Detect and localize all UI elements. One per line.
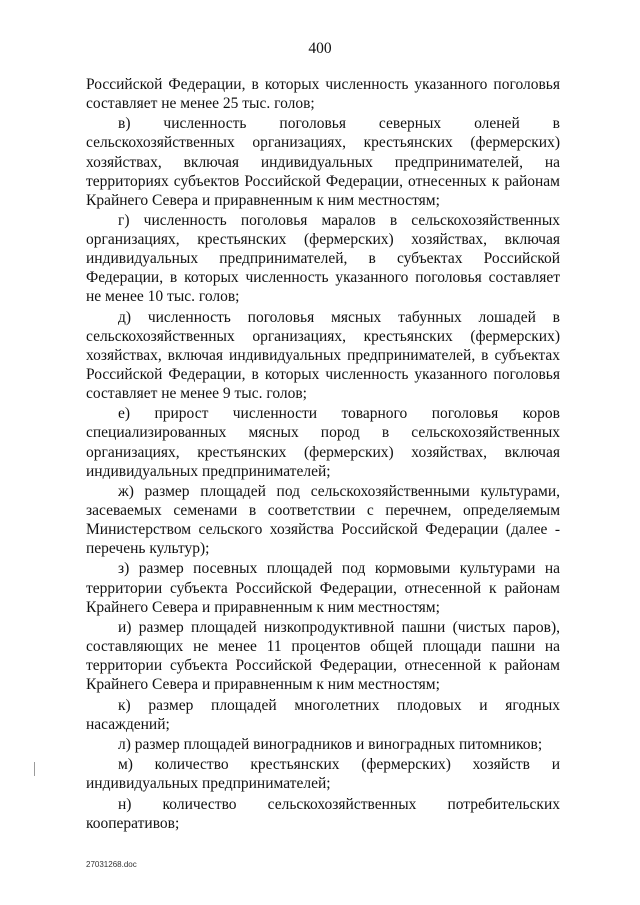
paragraph-item-k: к) размер площадей многолетних плодовых и ягодных насаждений;	[86, 696, 560, 733]
paragraph-item-m: м) количество крестьянских (фермерских) хозяйств и индивидуальных предпринимателей;	[86, 756, 560, 793]
paragraph-item-n: н) количество сельскохозяйственных потребительских кооперативов;	[86, 795, 560, 832]
footer-file-code: 27031268.doc	[86, 860, 137, 869]
paragraph-item-zh: ж) размер площадей под сельскохозяйственными культурами, засеваемых семенами в соответствии с перечнем, определяемым Министерством сельского хозяйства Российской Федерации (далее - перечень культур);	[86, 482, 560, 558]
paragraph-item-d: д) численность поголовья мясных табунных лошадей в сельскохозяйственных организациях, крестьянских (фермерских) хозяйствах, включая индивидуальных предпринимателей, в субъектах Российской Федерации, в которых численность указанного поголовья составляет не менее 9 тыс. голов;	[86, 308, 560, 403]
paragraph-item-l: л) размер площадей виноградников и виноградных питомников;	[118, 735, 543, 753]
page-number: 400	[308, 40, 332, 57]
paragraph-item-v: в) численность поголовья северных оленей в сельскохозяйственных организациях, крестьянских (фермерских) хозяйствах, включая индивидуальных предпринимателей, на территориях субъектов Российской Федерации, отнесенных к районам Крайнего Севера и приравненным к ним местностям;	[86, 115, 560, 209]
document-body	[86, 75, 560, 834]
margin-scan-mark	[34, 762, 35, 776]
paragraph-item-i: и) размер площадей низкопродуктивной пашни (чистых паров), составляющих не менее 11 процентов общей площади пашни на территории субъекта Российской Федерации, отнесенной к районам Крайнего Севера и приравненным к ним местностям;	[86, 618, 560, 694]
paragraph-item-g: г) численность поголовья маралов в сельскохозяйственных организациях, крестьянских (фермерских) хозяйствах, включая индивидуальных предпринимателей, в субъектах Российской Федерации, в которых численность указанного поголовья составляет не менее 10 тыс. голов;	[86, 212, 560, 306]
paragraph-item-z: з) размер посевных площадей под кормовыми культурами на территории субъекта Российской Федерации, отнесенной к районам Крайнего Севера и приравненным к ним местностям;	[86, 560, 560, 616]
paragraph-continuation: Российской Федерации, в которых численность указанного поголовья составляет не менее 25 тыс. голов;	[86, 76, 560, 113]
paragraph-item-e: е) прирост численности товарного поголовья коров специализированных мясных пород в сельскохозяйственных организациях, крестьянских (фермерских) хозяйствах, включая индивидуальных предпринимателей;	[86, 405, 560, 480]
